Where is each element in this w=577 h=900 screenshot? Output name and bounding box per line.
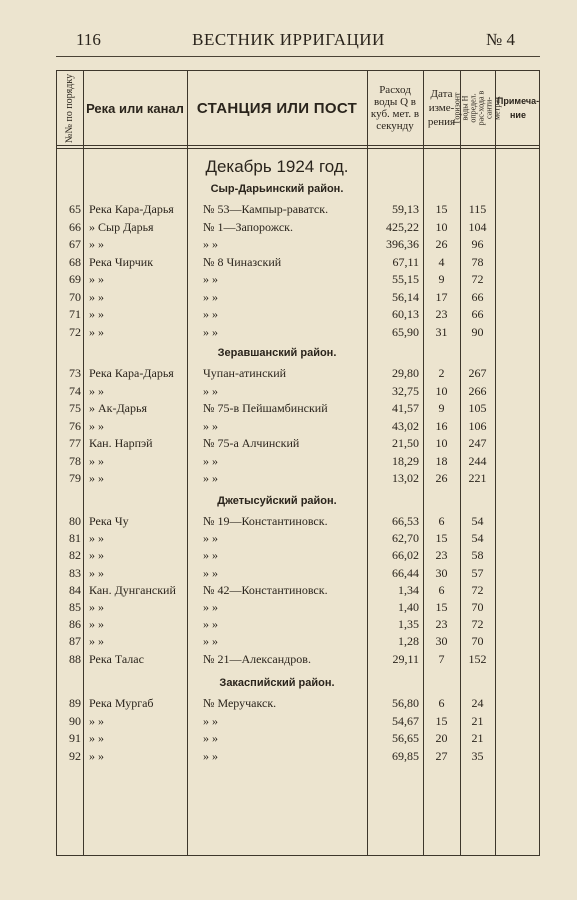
discharge-value: 67,11 [392,254,419,269]
row-number: 81 [69,531,81,546]
measurement-date: 23 [435,617,448,632]
discharge-value: 425,22 [386,219,419,234]
station-name: » » [203,307,218,321]
discharge-value: 66,53 [392,514,419,528]
table-row [57,651,541,668]
table-row [57,201,541,218]
measurement-date: 10 [435,219,448,234]
measurement-date: 26 [435,471,448,485]
table-row [57,616,541,633]
row-number: 65 [69,202,81,216]
river-name: » » [89,289,104,304]
station-name: » » [203,531,218,546]
table-row [57,324,541,341]
station-name: № 75-а Алчинский [203,436,300,450]
row-number: 90 [69,713,81,728]
station-name: № 75-в Пейшамбинский [203,401,328,415]
measurement-date: 27 [435,748,448,763]
row-number: 83 [69,565,81,580]
discharge-value: 69,85 [392,748,419,763]
page-number: 116 [76,30,101,49]
table-row [57,400,541,417]
measurement-date: 18 [435,453,448,468]
measurement-date: 4 [438,254,445,269]
gauge-height: 267 [468,366,487,380]
river-name: Река Кара-Дарья [89,366,174,380]
header-rule [56,56,540,57]
measurement-date: 30 [435,634,448,649]
row-number: 89 [69,696,81,710]
table-row [57,713,541,730]
table-row [57,730,541,747]
district-heading: Закаспийский район. [219,677,335,689]
river-name: » » [89,617,104,632]
row-number: 80 [69,514,81,528]
discharge-value: 43,02 [392,418,419,433]
row-number: 71 [69,307,81,321]
river-name: » » [89,272,104,286]
river-name: » » [89,731,104,745]
station-name: » » [203,731,218,745]
measurement-date: 6 [438,514,445,528]
river-name: » » [89,531,104,546]
row-number: 79 [69,471,81,485]
measurement-date: 7 [438,651,445,666]
discharge-value: 41,57 [392,401,419,415]
river-name: Река Чу [89,514,129,528]
river-name: » » [89,548,104,563]
river-name: » Ак-Дарья [89,401,147,415]
table-row [57,306,541,323]
discharge-value: 1,35 [398,617,419,632]
table-row [57,565,541,582]
table-row [57,748,541,765]
gauge-height: 35 [471,748,484,763]
discharge-value: 66,44 [392,565,419,580]
station-name: » » [203,418,218,433]
row-number: 77 [69,436,81,450]
table-row [57,695,541,712]
discharge-value: 1,28 [398,634,419,649]
station-name: № 42—Константиновск. [203,582,328,597]
river-name: » » [89,634,104,649]
measurement-date: 10 [435,383,448,398]
discharge-value: 396,36 [386,237,419,251]
gauge-height: 78 [471,254,484,269]
table-row [57,435,541,452]
discharge-value: 55,15 [392,272,419,286]
row-number: 72 [69,324,81,339]
measurement-date: 31 [435,324,448,339]
river-name: » » [89,600,104,614]
discharge-value: 32,75 [392,383,419,398]
gauge-height: 66 [471,289,484,304]
measurement-date: 9 [438,272,445,286]
header-divider [57,148,539,149]
river-name: Кан. Нарпэй [89,436,153,450]
station-name: № 21—Александров. [203,651,311,666]
row-number: 67 [69,237,81,251]
gauge-height: 21 [471,731,484,745]
river-name: » » [89,383,104,398]
discharge-value: 56,14 [392,289,419,304]
gauge-height: 96 [471,237,484,251]
discharge-value: 13,02 [392,471,419,485]
measurement-date: 23 [435,548,448,563]
river-name: » » [89,748,104,763]
station-name: » » [203,617,218,632]
discharge-value: 1,40 [398,600,419,614]
discharge-value: 62,70 [392,531,419,546]
river-name: Река Чирчик [89,254,154,269]
gauge-height: 24 [471,696,484,710]
measurement-date: 9 [438,401,445,415]
gauge-height: 54 [471,514,484,528]
issue-number: № 4 [486,30,515,49]
measurement-date: 6 [438,582,445,597]
row-number: 78 [69,453,81,468]
table-row [57,470,541,487]
measurement-date: 15 [435,202,448,216]
station-name: » » [203,565,218,580]
measurement-date: 26 [435,237,448,251]
discharge-value: 65,90 [392,324,419,339]
col-header-number: №№ по порядку [64,73,76,143]
measurement-date: 20 [435,731,448,745]
measurement-date: 30 [435,565,448,580]
gauge-height: 247 [468,436,487,450]
district-heading: Зеравшанский район. [217,347,337,359]
station-name: № Меручакск. [203,696,277,710]
page-header [0,30,577,54]
gauge-height: 70 [471,600,484,614]
discharge-value: 56,65 [392,731,419,745]
row-number: 82 [69,548,81,563]
table-row [57,219,541,236]
discharge-value: 54,67 [392,713,419,728]
row-number: 88 [69,651,81,666]
river-name: » » [89,471,104,485]
measurement-date: 10 [435,436,448,450]
col-header-station: СТАНЦИЯ ИЛИ ПОСТ [196,99,358,117]
discharge-table [56,70,540,856]
station-name: » » [203,453,218,468]
col-header-notes: Примеча-ние [496,96,540,120]
measurement-date: 15 [435,531,448,546]
river-name: Кан. Дунганский [89,582,176,597]
row-number: 75 [69,401,81,415]
col-header-river: Река или канал [86,100,184,116]
discharge-value: 59,13 [392,202,419,216]
measurement-date: 6 [438,696,445,710]
gauge-height: 105 [468,401,487,415]
station-name: » » [203,237,218,251]
gauge-height: 90 [471,324,484,339]
station-name: » » [203,600,218,614]
row-number: 92 [69,748,81,763]
gauge-height: 58 [471,548,484,563]
gauge-height: 57 [471,565,484,580]
river-name: Река Кара-Дарья [89,202,174,216]
measurement-date: 15 [435,600,448,614]
river-name: Река Талас [89,651,144,666]
table-row [57,383,541,400]
table-row [57,289,541,306]
row-number: 74 [69,383,81,398]
table-row [57,365,541,382]
row-number: 76 [69,418,81,433]
discharge-value: 21,50 [392,436,419,450]
river-name: » » [89,565,104,580]
river-name: » » [89,324,104,339]
month-title: Декабрь 1924 год. [205,157,349,176]
discharge-value: 18,29 [392,453,419,468]
station-name: № 19—Константиновск. [203,514,328,528]
measurement-date: 15 [435,713,448,728]
row-number: 84 [69,582,81,597]
river-name: » » [89,307,104,321]
row-number: 69 [69,272,81,286]
gauge-height: 244 [468,453,487,468]
table-row [57,599,541,616]
header-divider [57,145,539,146]
table-row [57,633,541,650]
station-name: № 8 Чиназский [203,254,282,269]
gauge-height: 70 [471,634,484,649]
table-row [57,271,541,288]
river-name: Река Мургаб [89,696,154,710]
river-name: » Сыр Дарья [89,219,154,234]
station-name: » » [203,634,218,649]
journal-title: ВЕСТНИК ИРРИГАЦИИ [192,30,385,49]
discharge-value: 56,80 [392,696,419,710]
discharge-value: 60,13 [392,307,419,321]
table-row [57,236,541,253]
measurement-date: 2 [438,366,445,380]
station-name: » » [203,289,218,304]
discharge-value: 1,34 [398,582,419,597]
table-row [57,547,541,564]
station-name: » » [203,748,218,763]
gauge-height: 66 [471,307,484,321]
gauge-height: 72 [471,272,484,286]
gauge-height: 54 [471,531,484,546]
gauge-height: 152 [468,651,487,666]
gauge-height: 106 [468,418,487,433]
col-header-discharge: Расход воды Q в куб. мет. в секунду [370,84,420,132]
station-name: » » [203,324,218,339]
col-header-gauge: Горизонт воды H определ. рас-хода в санти-метрах [452,90,502,126]
station-name: » » [203,713,218,728]
row-number: 68 [69,254,81,269]
gauge-height: 72 [471,582,484,597]
district-heading: Сыр-Дарьинский район. [210,183,344,195]
table-row [57,530,541,547]
gauge-height: 221 [468,471,487,485]
station-name: » » [203,272,218,286]
table-row [57,453,541,470]
row-number: 66 [69,219,81,234]
station-name: » » [203,383,218,398]
row-number: 86 [69,617,81,632]
district-heading: Джетысуйский район. [217,495,337,507]
gauge-height: 72 [471,617,484,632]
gauge-height: 104 [468,219,487,234]
discharge-value: 29,80 [392,366,419,380]
river-name: » » [89,713,104,728]
measurement-date: 17 [435,289,448,304]
river-name: » » [89,237,104,251]
measurement-date: 23 [435,307,448,321]
row-number: 91 [69,731,81,745]
station-name: » » [203,548,218,563]
row-number: 73 [69,366,81,380]
table-row [57,418,541,435]
station-name: № 53—Кампыр-раватск. [203,202,329,216]
river-name: » » [89,418,104,433]
gauge-height: 21 [471,713,484,728]
table-row [57,513,541,530]
col-header-date: Дата изме-рения [427,88,456,128]
table-row [57,254,541,271]
measurement-date: 16 [435,418,448,433]
row-number: 70 [69,289,81,304]
row-number: 87 [69,634,81,649]
table-row [57,582,541,599]
gauge-height: 115 [468,202,487,216]
station-name: » » [203,471,218,485]
gauge-height: 266 [468,383,487,398]
river-name: » » [89,453,104,468]
row-number: 85 [69,600,81,614]
station-name: Чупан-атинский [203,366,287,380]
station-name: № 1—Запорожск. [203,219,293,234]
discharge-value: 29,11 [392,651,419,666]
discharge-value: 66,02 [392,548,419,563]
